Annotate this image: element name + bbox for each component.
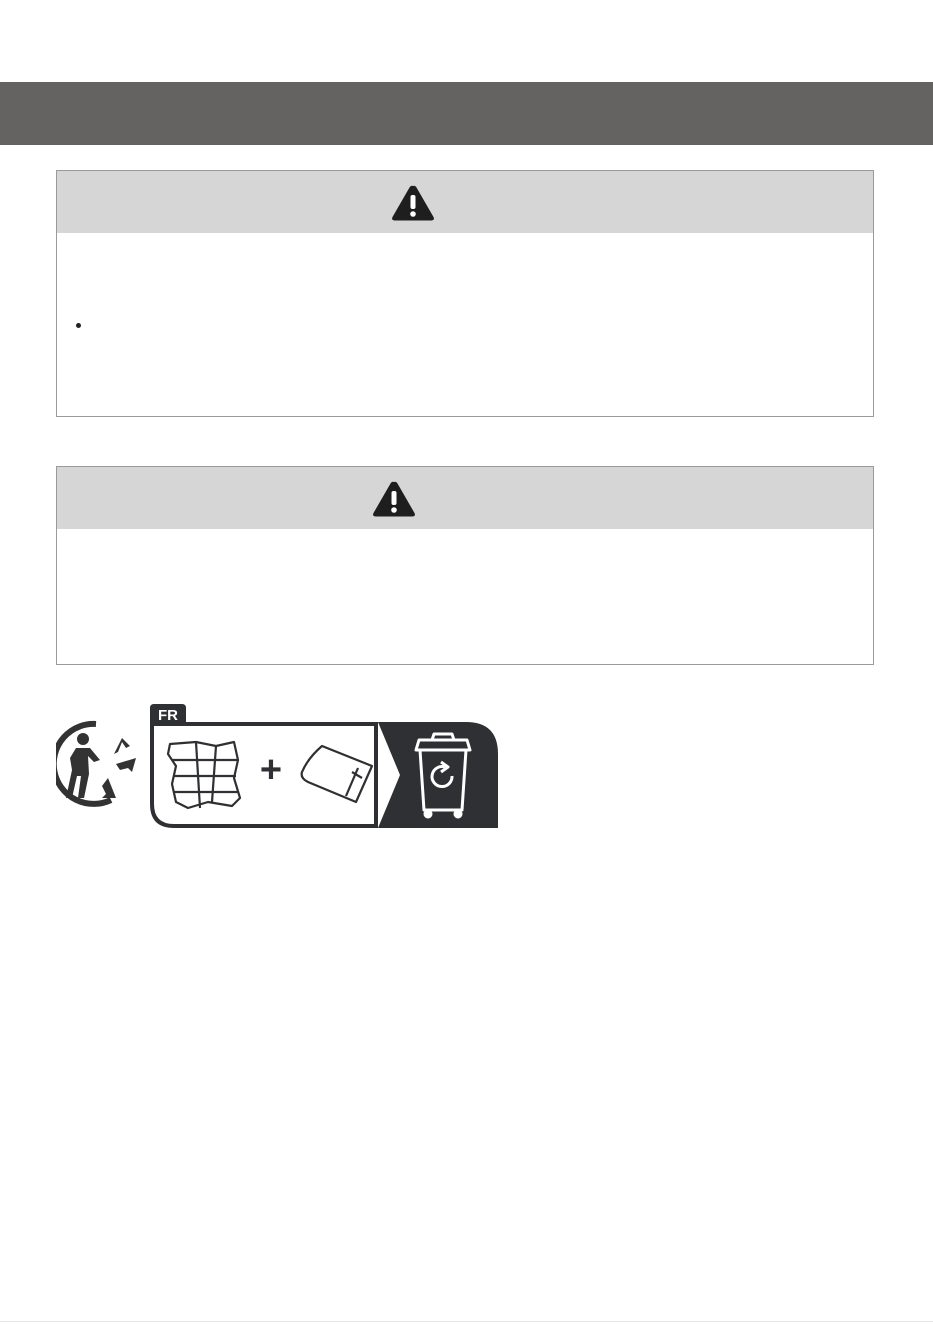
warning-triangle-icon [371,479,417,519]
country-tab [150,704,186,724]
warning-header [57,171,873,233]
country-code: FR [158,707,178,724]
warning-box-1 [56,170,874,417]
plus-symbol: + [259,749,283,791]
list-bullet [76,323,81,328]
warning-box-2 [56,466,874,665]
triman-logo-icon [56,724,136,804]
header-band [0,82,933,145]
page-footer-strip [0,1319,933,1324]
warning-header [57,467,873,529]
recycling-info-graphic [56,702,501,832]
warning-triangle-icon [390,183,436,223]
